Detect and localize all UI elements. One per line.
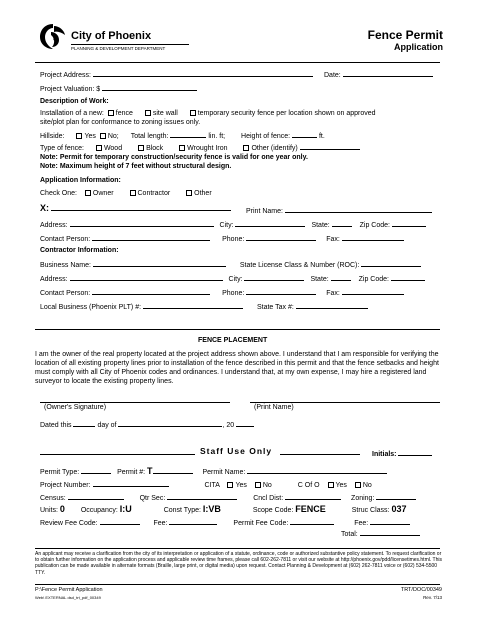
permit-type-field[interactable] <box>81 467 111 474</box>
cita-no: No <box>262 482 272 489</box>
business-row <box>40 260 421 269</box>
footer-doc-number: TRT/DOC/00349 <box>400 587 442 593</box>
app-phone-label: Phone: <box>222 236 245 243</box>
project-address-field[interactable] <box>93 70 313 77</box>
contractor-option: Contractor <box>137 190 171 197</box>
app-zip-label: Zip Code: <box>359 222 390 229</box>
other-applicant-option: Other <box>194 190 212 197</box>
check-one-label: Check One: <box>40 190 77 197</box>
cncl-field[interactable] <box>285 493 341 500</box>
footer-disclaimer: An applicant may receive a clarification from the city of its interpretation or application of a statute, ordinance, code or authorized substantive policy statement. To request clarification or to obtain further information on the application process and applicable review time frames, please call 602-262-7811 or visit our website at http://phoenix.gov/pdd/licensetimes.html. This publication can be made available in alternate formats (Braille, large print, or digital media) upon request. Contact Planning & Development at (602) 262-7811 voice or (602) 534-5500 TTY. <box>35 551 442 576</box>
staff-rule-left <box>40 454 195 455</box>
tax-field[interactable] <box>296 302 368 309</box>
owner-signature-line[interactable] <box>40 402 230 403</box>
header-divider <box>35 62 440 63</box>
con-fax-field[interactable] <box>342 288 404 295</box>
height-field[interactable] <box>292 131 317 138</box>
cita-no-checkbox[interactable] <box>255 482 261 488</box>
cita-yes-checkbox[interactable] <box>227 482 233 488</box>
length-field[interactable] <box>170 131 206 138</box>
fee-field[interactable] <box>169 518 217 525</box>
other-type-checkbox[interactable] <box>243 145 249 151</box>
hillside-label: Hillside: <box>40 133 65 140</box>
footer-divider-bottom <box>35 584 440 585</box>
license-field[interactable] <box>361 260 421 267</box>
install-label: Installation of a new: <box>40 110 104 117</box>
dated-row <box>40 420 254 429</box>
fee-label: Fee: <box>153 520 168 527</box>
department-name: PLANNING & DEVELOPMENT DEPARTMENT <box>71 46 166 51</box>
app-state-label: State: <box>311 222 330 229</box>
permit-no-label: Permit #: <box>117 469 146 476</box>
print-name-field[interactable] <box>285 206 432 213</box>
hillside-no-checkbox[interactable] <box>100 133 106 139</box>
project-address-label: Project Address: <box>40 72 91 79</box>
cofo-yes: Yes <box>335 482 347 489</box>
zoning-label: Zoning: <box>351 495 375 502</box>
contractor-heading: Contractor Information: <box>40 247 119 254</box>
con-state-field[interactable] <box>331 274 351 281</box>
form-subtitle: Application <box>394 42 443 52</box>
fence-option: fence <box>115 110 133 117</box>
occupancy-label: Occupancy: <box>80 507 118 514</box>
zoning-field[interactable] <box>376 493 416 500</box>
cofo-label: C Of O <box>297 482 320 489</box>
local-business-row <box>40 302 368 311</box>
con-city-label: City: <box>228 276 243 283</box>
type-row <box>40 143 360 152</box>
total-row <box>341 529 420 538</box>
type-label: Type of fence: <box>40 145 84 152</box>
hillside-yes: Yes <box>84 133 96 140</box>
con-phone-label: Phone: <box>222 290 245 297</box>
temp-fence-continued: site/plot plan for conformance to zoning issues only. <box>40 119 201 126</box>
owner-signature-label: (Owner's Signature) <box>44 404 107 411</box>
install-row <box>40 110 376 117</box>
permit-fee-label: Permit Fee Code: <box>233 520 289 527</box>
units-value: 0 <box>59 504 65 514</box>
con-zip-field[interactable] <box>391 274 425 281</box>
review-fee-field[interactable] <box>100 518 140 525</box>
total-label: Total: <box>341 531 358 538</box>
work-heading: Description of Work: <box>40 98 109 105</box>
other-applicant-checkbox[interactable] <box>186 190 192 196</box>
app-address-row <box>40 220 426 229</box>
footer-divider <box>35 548 440 549</box>
valuation-field[interactable] <box>102 84 197 91</box>
other-type-field[interactable] <box>300 143 360 150</box>
note-temporary: Note: Permit for temporary construction/security fence is valid for one year only. <box>40 154 308 161</box>
struc-value: 037 <box>391 504 407 514</box>
business-label: Business Name: <box>40 262 91 269</box>
footer-revision: Rev. 7/13 <box>423 595 442 600</box>
con-contact-field[interactable] <box>92 288 210 295</box>
app-phone-field[interactable] <box>246 234 316 241</box>
application-heading: Application Information: <box>40 177 121 184</box>
owner-option: Owner <box>92 190 114 197</box>
census-row <box>40 493 416 502</box>
month-field[interactable] <box>118 420 222 427</box>
review-fee-label: Review Fee Code: <box>40 520 98 527</box>
placement-heading: FENCE PLACEMENT <box>198 337 268 344</box>
con-phone-field[interactable] <box>246 288 316 295</box>
con-zip-label: Zip Code: <box>358 276 389 283</box>
con-state-label: State: <box>310 276 329 283</box>
wood-checkbox[interactable] <box>96 145 102 151</box>
hillside-yes-checkbox[interactable] <box>76 133 82 139</box>
print-name-line[interactable] <box>250 402 440 403</box>
app-fax-label: Fax: <box>326 236 340 243</box>
height-label: Height of fence: <box>241 133 291 140</box>
census-field[interactable] <box>68 493 124 500</box>
cofo-no: No <box>362 482 372 489</box>
census-label: Census: <box>40 495 66 502</box>
qtr-field[interactable] <box>167 493 237 500</box>
units-label: Units: <box>40 507 58 514</box>
fee2-label: Fee: <box>354 520 369 527</box>
fence-checkbox[interactable] <box>108 110 114 116</box>
project-address-row <box>40 70 313 79</box>
license-label: State License Class & Number (ROC): <box>239 262 360 269</box>
cofo-yes-checkbox[interactable] <box>328 482 334 488</box>
temp-fence-checkbox[interactable] <box>190 110 196 116</box>
units-row <box>40 505 406 514</box>
iron-checkbox[interactable] <box>179 145 185 151</box>
valuation-label: Project Valuation: $ <box>40 86 101 93</box>
type-block: Block <box>146 145 164 152</box>
applicant-signature-field[interactable] <box>51 204 231 211</box>
initials-field[interactable] <box>398 449 432 456</box>
initials-row <box>372 449 432 458</box>
con-contact-label: Contact Person: <box>40 290 91 297</box>
permit-row <box>40 467 387 476</box>
height-unit: ft. <box>318 133 325 140</box>
staff-heading: Staff Use Only <box>200 446 273 456</box>
type-wood: Wood <box>103 145 123 152</box>
temp-fence-option: temporary security fence per location shown on approved <box>197 110 376 117</box>
footer-file: P:\Fence Permit Application <box>35 587 103 593</box>
permit-name-field[interactable] <box>247 467 387 474</box>
tax-label: State Tax #: <box>256 304 294 311</box>
type-iron: Wrought Iron <box>187 145 228 152</box>
const-type-label: Const Type: <box>163 507 201 514</box>
fee2-field[interactable] <box>370 518 410 525</box>
app-contact-label: Contact Person: <box>40 236 91 243</box>
scope-value: FENCE <box>295 504 326 514</box>
permit-type-label: Permit Type: <box>40 469 80 476</box>
type-other: Other (identify) <box>251 145 298 152</box>
app-city-label: City: <box>219 222 234 229</box>
con-city-field[interactable] <box>244 274 304 281</box>
con-address-label: Address: <box>40 276 68 283</box>
check-one-row <box>40 190 212 197</box>
date-row <box>324 70 433 79</box>
contractor-checkbox[interactable] <box>130 190 136 196</box>
day-field[interactable] <box>73 420 95 427</box>
app-contact-row <box>40 234 404 243</box>
note-height: Note: Maximum height of 7 feet without structural design. <box>40 163 232 170</box>
sitewall-option: site wall <box>152 110 178 117</box>
struc-label: Struc Class: <box>351 507 390 514</box>
cofo-no-checkbox[interactable] <box>355 482 361 488</box>
con-contact-row <box>40 288 404 297</box>
header-rule <box>71 44 189 45</box>
hillside-row <box>40 131 325 140</box>
local-business-label: Local Business (Phoenix PLT) #: <box>40 304 142 311</box>
cita-label: CITA <box>204 482 220 489</box>
valuation-row <box>40 84 197 93</box>
con-address-row <box>40 274 425 283</box>
staff-rule-right <box>280 454 360 455</box>
form-title: Fence Permit <box>367 28 443 42</box>
project-number-row <box>40 480 372 489</box>
sitewall-checkbox[interactable] <box>145 110 151 116</box>
app-zip-field[interactable] <box>392 220 426 227</box>
phoenix-bird-logo <box>37 20 69 52</box>
qtr-label: Qtr Sec: <box>139 495 166 502</box>
con-address-field[interactable] <box>70 274 223 281</box>
permit-name-label: Permit Name: <box>202 469 246 476</box>
app-contact-field[interactable] <box>92 234 210 241</box>
owner-checkbox[interactable] <box>85 190 91 196</box>
scope-label: Scope Code: <box>252 507 294 514</box>
dated-label: Dated this <box>40 422 72 429</box>
footer-web: Web\ EXTERNAL dsd_trt_pdf_00349 <box>35 595 101 600</box>
permit-fee-field[interactable] <box>290 518 334 525</box>
signature-x-mark: X: <box>40 203 49 213</box>
print-name-row <box>246 206 432 215</box>
const-type-value: I:VB <box>202 504 221 514</box>
day-of-label: day of <box>97 422 117 429</box>
date-field[interactable] <box>343 70 433 77</box>
cita-yes: Yes <box>235 482 247 489</box>
business-field[interactable] <box>93 260 226 267</box>
cncl-label: Cncl Dist: <box>253 495 284 502</box>
permit-no-field[interactable] <box>153 467 193 474</box>
signature-row <box>40 204 231 213</box>
date-label: Date: <box>324 72 341 79</box>
app-city-field[interactable] <box>235 220 305 227</box>
app-state-field[interactable] <box>332 220 352 227</box>
app-address-label: Address: <box>40 222 68 229</box>
project-number-label: Project Number: <box>40 482 91 489</box>
length-unit: lin. ft; <box>208 133 226 140</box>
occupancy-value: I:U <box>119 504 132 514</box>
year-label: , 20 <box>222 422 235 429</box>
hillside-no: No; <box>107 133 119 140</box>
app-address-field[interactable] <box>70 220 214 227</box>
total-field[interactable] <box>360 529 420 536</box>
project-number-field[interactable] <box>93 480 169 487</box>
con-fax-label: Fax: <box>326 290 340 297</box>
city-name: City of Phoenix <box>71 30 152 42</box>
length-label: Total length: <box>130 133 169 140</box>
fee-row <box>40 518 410 527</box>
permit-no-value: T <box>147 466 153 476</box>
placement-text: I am the owner of the real property located at the project address shown above. I understand that I am responsible for verifying the location of all existing property lines prior to installation of the fence described in this permit and that the fence setbacks and height must comply with all City of Phoenix codes and ordinances. I understand that, at my own expense, I may hire a registered land surveyor to locate the existing property lines. <box>35 351 439 385</box>
print-name-label: Print Name: <box>246 208 283 215</box>
app-fax-field[interactable] <box>342 234 404 241</box>
placement-divider <box>35 329 440 330</box>
block-checkbox[interactable] <box>138 145 144 151</box>
initials-label: Initials: <box>372 451 397 458</box>
print-name-caption: (Print Name) <box>254 404 294 411</box>
local-business-field[interactable] <box>143 302 243 309</box>
year-field[interactable] <box>236 420 254 427</box>
